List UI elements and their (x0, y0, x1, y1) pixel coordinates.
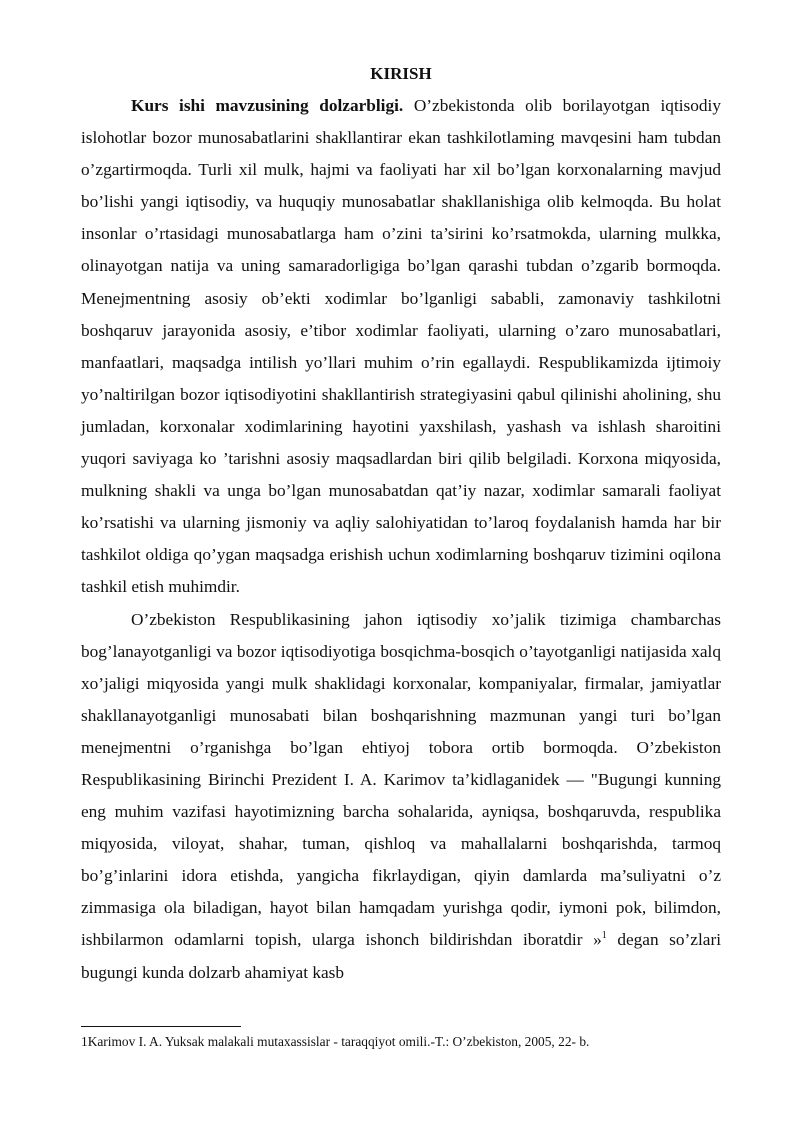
paragraph-text-continued: degan so’zlari bugungi kunda dolzarb ahamiyat kasb (81, 930, 721, 982)
footnote-divider (81, 1026, 241, 1027)
document-body (81, 58, 721, 989)
paragraph-lead: Kurs ishi mavzusining dolzarbligi. (131, 96, 404, 115)
paragraph-uzbekistan (81, 604, 721, 989)
paragraph-text: O’zbekiston Respublikasining jahon iqtisodiy xo’jalik tizimiga chambarchas bog’lanayotganligi va bozor iqtisodiyotiga bosqichma-bosqich o’tayotganligi natijasida xalq xo’jaligi miqyosida yangi mulk shaklidagi korxonalar, kompaniyalar, firmalar, jamiyatlar shakllanayotganligi munosabati bilan boshqarishning mazmunan yangi turi bo’lgan menejmentni o’rganishga bo’lgan ehtiyoj tobora ortib bormoqda. O’zbekiston Respublikasining Birinchi Prezident I. A. Karimov ta’kidlaganidek — "Bugungi kunning eng muhim vazifasi hayotimizning barcha sohalarida, ayniqsa, boshqaruvda, respublika miqyosida, viloyat, shahar, tuman, qishloq va mahallalarni boshqarishda, tarmoq bo’g’inlarini idora etishda, yangicha fikrlaydigan, qiyin damlarda ma’suliyatni o’z zimmasiga ola biladigan, hayot bilan hamqadam yurishga qodir, iymoni pok, bilimdon, ishbilarmon odamlarni topish, ularga ishonch bildirishdan iboratdir » (81, 609, 721, 950)
footnote-reference[interactable]: 1 (601, 930, 607, 942)
paragraph-relevance (81, 90, 721, 604)
page-title: KIRISH (370, 64, 432, 83)
paragraph-text: O’zbekistonda olib borilayotgan iqtisodiy islohotlar bozor munosabatlarini shakllantirar ekan tashkilotlaming mavqesini ham tubdan o’zgartirmoqda. Turli xil mulk, hajmi va faoliyati har xil bo’lgan korxonalarning mavjud bo’lishi yangi iqtisodiy, va huquqiy munosabatlar shakllanishiga olib kelmoqda. Bu holat insonlar o’rtasidagi munosabatlarga ham o’zini ta’sirini ko’rsatmokda, ularning mulkka, olinayotgan natija va uning samaradorligiga bo’lgan qarashi tubdan o’zgarib bormoqda. Menejmentning asosiy ob’ekti xodimlar bo’lganligi sababli, zamonaviy tashkilotni boshqaruv jarayonida asosiy, e’tibor xodimlar faoliyati, ularning o’zaro munosabatlari, manfaatlari, maqsadga intilish yo’llari muhim o’rin egallaydi. Respublikamizda ijtimoiy yo’naltirilgan bozor iqtisodiyotini shakllantirish strategiyasini qabul qilinishi aholining, shu jumladan, korxonalar xodimlarining hayotini yaxshilash, yashash va ishlash sharoitini yuqori saviyaga ko ’tarishni asosiy maqsadlardan biri qilib belgiladi. Korxona miqyosida, mulkning shakli va unga bo’lgan munosabatdan qat’iy nazar, xodimlar samarali faoliyat ko’rsatishi va ularning jismoniy va aqliy salohiyatidan to’laroq foydalanish hamda har bir tashkilot oldiga qo’ygan maqsadga erishish uchun xodimlarning boshqaruv tizimini oqilona tashkil etish muhimdir. (81, 96, 722, 597)
footnote: 1Karimov I. A. Yuksak malakali mutaxassislar - taraqqiyot omili.-T.: O’zbekiston, 2005, 22- b. (81, 1034, 590, 1049)
